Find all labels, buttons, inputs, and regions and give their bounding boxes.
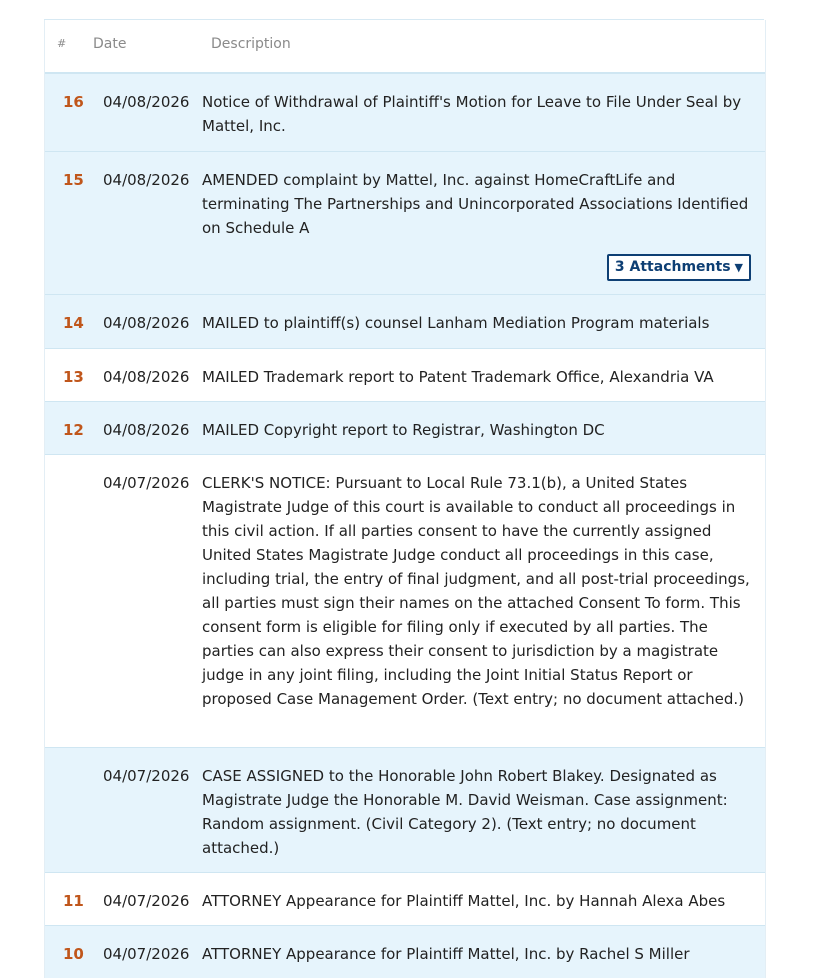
docket-entry-15: [45, 152, 765, 295]
docket-entry-10: [45, 926, 765, 978]
entry-date: 04/07/2026: [103, 474, 190, 492]
entry-date: 04/08/2026: [103, 421, 190, 439]
docket-entry-12: [45, 402, 765, 455]
entry-number[interactable]: 12: [63, 421, 84, 439]
entry-description: AMENDED complaint by Mattel, Inc. against HomeCraftLife and terminating The Partnerships and Unincorporated Associations Identified on Schedule A: [202, 171, 749, 237]
docket-entry-16: [45, 74, 765, 152]
chevron-down-icon: ▼: [734, 261, 743, 274]
entry-date: 04/08/2026: [103, 368, 190, 386]
entry-number[interactable]: 16: [63, 93, 84, 111]
entry-date: 04/07/2026: [103, 945, 190, 963]
entry-date: 04/08/2026: [103, 171, 190, 189]
entry-description: MAILED Trademark report to Patent Trademark Office, Alexandria VA: [202, 368, 714, 386]
entry-number[interactable]: 10: [63, 945, 84, 963]
entry-date: 04/07/2026: [103, 767, 190, 785]
docket-entry-case-assigned: [45, 748, 765, 873]
entry-date: 04/08/2026: [103, 314, 190, 332]
header-date: Date: [93, 36, 127, 52]
entry-description: ATTORNEY Appearance for Plaintiff Mattel, Inc. by Rachel S Miller: [202, 945, 690, 963]
entry-description: MAILED to plaintiff(s) counsel Lanham Mediation Program materials: [202, 314, 710, 332]
header-description: Description: [211, 36, 291, 52]
docket-entry-clerks-notice: [45, 455, 765, 748]
attachments-label: 3 Attachments: [614, 259, 731, 275]
entry-date: 04/07/2026: [103, 892, 190, 910]
entry-description: CASE ASSIGNED to the Honorable John Robert Blakey. Designated as Magistrate Judge the Honorable M. David Weisman. Case assignment: Random assignment. (Civil Category 2). (Text entry; no document attached.): [202, 767, 728, 857]
entry-description: Notice of Withdrawal of Plaintiff's Motion for Leave to File Under Seal by Mattel, Inc.: [202, 93, 742, 135]
docket-entry-14: [45, 295, 765, 349]
entry-description: CLERK'S NOTICE: Pursuant to Local Rule 73.1(b), a United States Magistrate Judge of this court is available to conduct all proceedings in this civil action. If all parties consent to have the currently assigned United States Magistrate Judge conduct all proceedings in this case, including trial, the entry of final judgment, and all post-trial proceedings, all parties must sign their names on the attached Consent To form. This consent form is eligible for filing only if executed by all parties. The parties can also express their consent to jurisdiction by a magistrate judge in any joint filing, including the Joint Initial Status Report or proposed Case Management Order. (Text entry; no document attached.): [202, 474, 750, 708]
entry-description: ATTORNEY Appearance for Plaintiff Mattel, Inc. by Hannah Alexa Abes: [202, 892, 726, 910]
attachments-dropdown-button[interactable]: [607, 254, 751, 281]
entry-number[interactable]: 13: [63, 368, 84, 386]
entry-number[interactable]: 11: [63, 892, 84, 910]
entry-number[interactable]: 14: [63, 314, 84, 332]
entry-number[interactable]: 15: [63, 171, 84, 189]
entry-date: 04/08/2026: [103, 93, 190, 111]
entry-description: MAILED Copyright report to Registrar, Washington DC: [202, 421, 605, 439]
docket-header-row: [45, 20, 765, 74]
docket-table: [44, 20, 766, 978]
docket-entry-13: [45, 349, 765, 402]
header-number: #: [57, 37, 67, 50]
attachments-container: [45, 254, 765, 287]
docket-entry-11: [45, 873, 765, 926]
